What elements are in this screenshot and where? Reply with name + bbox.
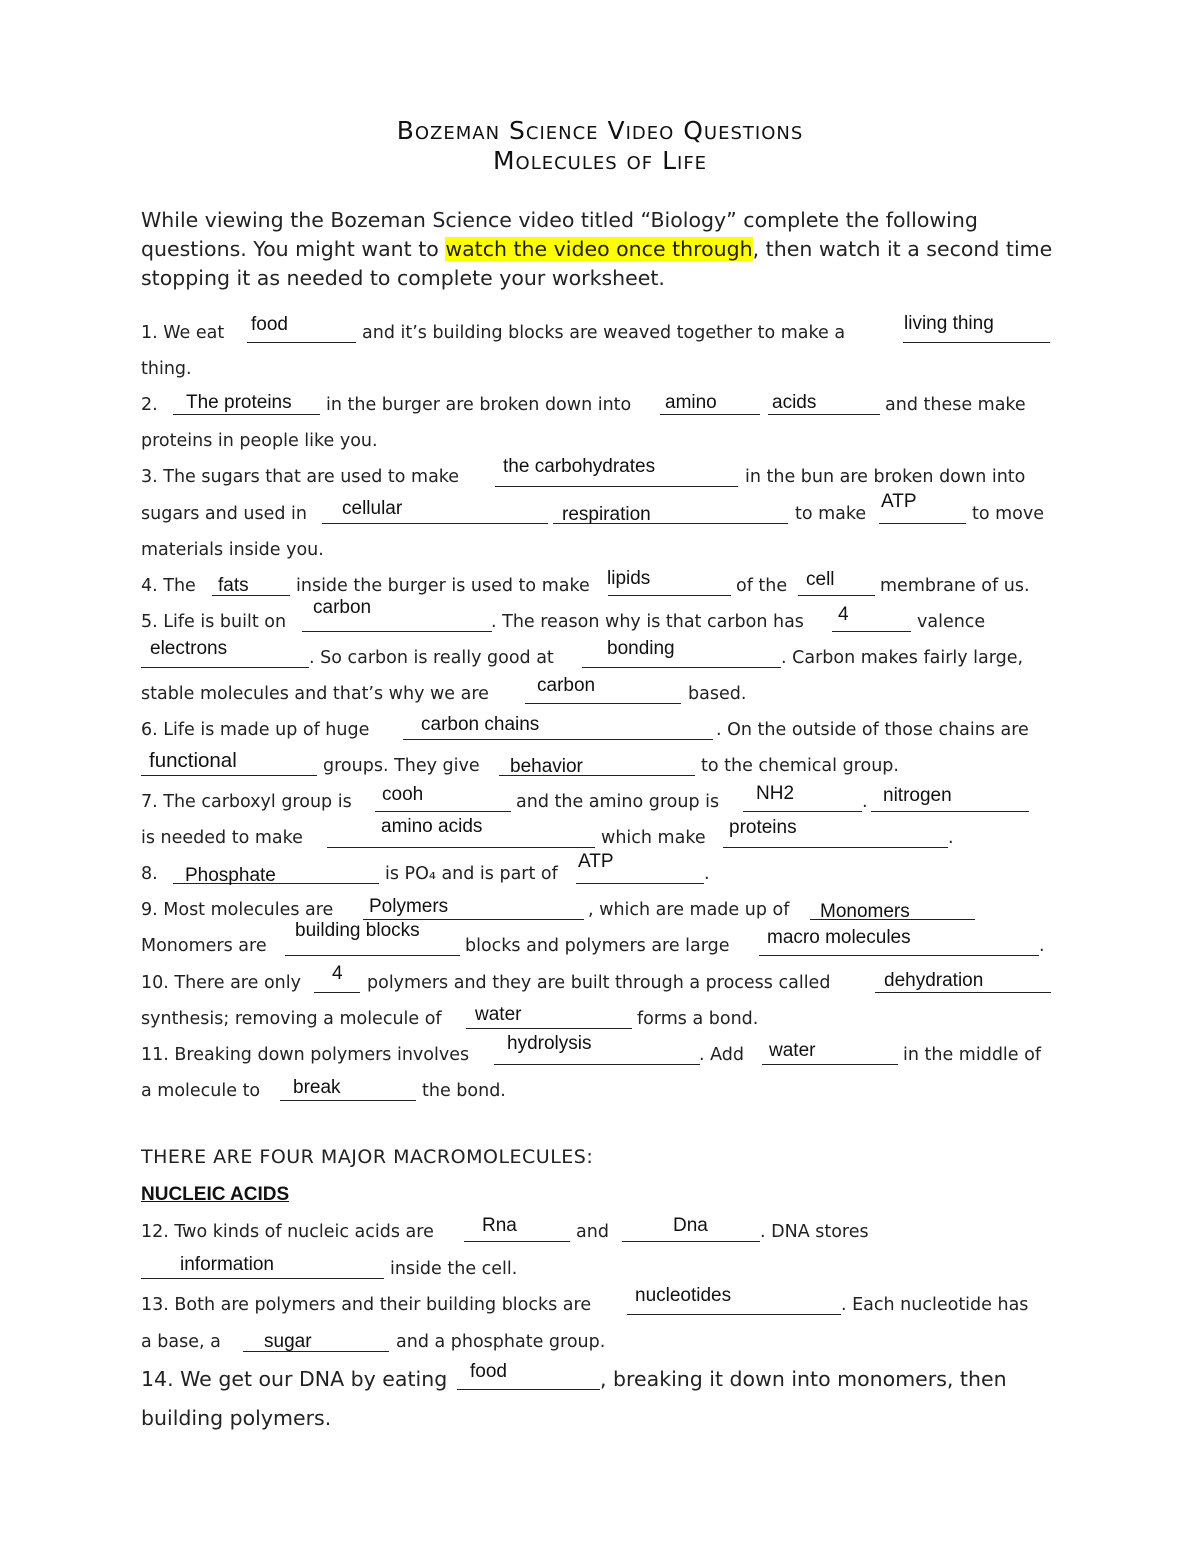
q6-text-d: to the chemical group. (701, 756, 899, 776)
q10-text-b: polymers and they are built through a process called (367, 973, 831, 993)
q2-blank-3[interactable] (768, 414, 880, 415)
q1-blank-2[interactable] (903, 342, 1050, 343)
q5-text-d: . So carbon is really good at (309, 648, 554, 668)
q2-text-c: and these make (885, 395, 1026, 415)
q11-text-b: . Add (699, 1045, 745, 1065)
q6-blank-1[interactable] (403, 739, 713, 740)
q5-answer-5: carbon (537, 675, 596, 696)
q3-blank-1[interactable] (495, 486, 738, 487)
q5-text-b: . The reason why is that carbon has (491, 612, 804, 632)
intro-highlight: watch the video once through (445, 237, 753, 261)
q7-answer-5: proteins (729, 817, 797, 838)
q5-blank-3[interactable] (141, 667, 309, 668)
q5-blank-2[interactable] (832, 631, 911, 632)
q1-answer-2: living thing (904, 313, 994, 334)
q5-answer-4: bonding (607, 638, 675, 659)
q11-blank-2[interactable] (762, 1064, 898, 1065)
q7-text-e: which make (601, 828, 706, 848)
q10-text-c: synthesis; removing a molecule of (141, 1009, 442, 1029)
intro-text-2: , then watch it a second time stopping it as needed to complete your worksheet. (141, 237, 1053, 290)
q3-text-d: to make (795, 504, 867, 524)
q5-blank-4[interactable] (582, 667, 781, 668)
q6-answer-2: functional (149, 749, 237, 772)
q2-text-b: in the burger are broken down into (326, 395, 632, 415)
q3-answer-4: ATP (881, 491, 917, 512)
q7-blank-5[interactable] (723, 847, 948, 848)
q11-text-d: a molecule to (141, 1081, 261, 1101)
q9-answer-2: Monomers (820, 901, 910, 922)
q3-answer-3: respiration (562, 504, 651, 525)
q3-text-e: to move (972, 504, 1045, 524)
q4-blank-2[interactable] (608, 595, 731, 596)
q14-text-c: building polymers. (141, 1406, 332, 1430)
q10-answer-2: dehydration (884, 970, 984, 991)
nucleic-acids-heading: NUCLEIC ACIDS (141, 1184, 290, 1205)
q11-text-a: 11. Breaking down polymers involves (141, 1045, 470, 1065)
q1-text-c: thing. (141, 359, 192, 379)
q9-answer-1: Polymers (369, 896, 449, 917)
section-heading: THERE ARE FOUR MAJOR MACROMOLECULES: (141, 1146, 594, 1168)
q8-answer-2: ATP (578, 851, 614, 872)
q10-blank-1[interactable] (314, 992, 360, 993)
q4-answer-1: fats (218, 575, 249, 596)
q12-text-c: . DNA stores (760, 1222, 869, 1242)
q7-text-f: . (948, 828, 954, 848)
q5-answer-3: electrons (150, 638, 228, 659)
worksheet-title: Bozeman Science Video Questions (396, 116, 804, 145)
q14-text-b: , breaking it down into monomers, then (600, 1367, 1007, 1391)
q5-answer-2: 4 (838, 604, 849, 625)
q2-text-a: 2. (141, 395, 158, 415)
q5-text-c: valence (917, 612, 986, 632)
q10-blank-2[interactable] (875, 992, 1051, 993)
q2-answer-1: The proteins (186, 392, 292, 413)
q7-answer-3: nitrogen (883, 785, 952, 806)
q1-blank-1[interactable] (247, 342, 356, 343)
q10-blank-3[interactable] (466, 1028, 632, 1029)
q9-text-c: Monomers are (141, 936, 267, 956)
q13-text-b: . Each nucleotide has (841, 1295, 1029, 1315)
q3-text-a: 3. The sugars that are used to make (141, 467, 460, 487)
q13-blank-1[interactable] (627, 1314, 841, 1315)
intro-paragraph (141, 206, 1061, 293)
q7-text-a: 7. The carboxyl group is (141, 792, 352, 812)
q3-text-b: in the bun are broken down into (745, 467, 1026, 487)
q9-answer-4: macro molecules (767, 927, 911, 948)
q14-answer-1: food (470, 1361, 507, 1382)
q7-blank-2[interactable] (743, 811, 862, 812)
q11-answer-3: break (293, 1077, 341, 1098)
q6-text-b: . On the outside of those chains are (716, 720, 1029, 740)
q10-text-a: 10. There are only (141, 973, 301, 993)
q9-text-b: , which are made up of (588, 900, 790, 920)
q4-blank-3[interactable] (798, 595, 875, 596)
q9-answer-3: building blocks (295, 920, 420, 941)
q12-blank-2[interactable] (622, 1241, 760, 1242)
q13-answer-1: nucleotides (635, 1285, 732, 1306)
q10-answer-3: water (475, 1004, 522, 1025)
q11-blank-1[interactable] (494, 1064, 700, 1065)
q3-answer-1: the carbohydrates (503, 456, 656, 477)
q12-answer-2: Dna (673, 1215, 708, 1236)
q6-answer-1: carbon chains (421, 714, 540, 735)
q8-text-b: is PO₄ and is part of (385, 864, 558, 884)
q2-blank-2[interactable] (660, 414, 760, 415)
q12-blank-3[interactable] (141, 1278, 384, 1279)
q12-text-d: inside the cell. (390, 1259, 518, 1279)
q9-blank-4[interactable] (759, 955, 1039, 956)
q14-blank-1[interactable] (457, 1389, 600, 1390)
q11-text-c: in the middle of (903, 1045, 1041, 1065)
q4-text-c: of the (736, 576, 788, 596)
q7-text-b: and the amino group is (516, 792, 720, 812)
q5-blank-5[interactable] (525, 703, 681, 704)
q12-text-b: and (576, 1222, 609, 1242)
q5-answer-1: carbon (313, 597, 372, 618)
q2-text-d: proteins in people like you. (141, 431, 378, 451)
q12-answer-3: information (180, 1254, 274, 1275)
q1-text-a: 1. We eat (141, 323, 225, 343)
q10-text-d: forms a bond. (637, 1009, 759, 1029)
q3-answer-2: cellular (342, 498, 403, 519)
q1-text-b: and it’s building blocks are weaved together to make a (362, 323, 846, 343)
q13-text-d: and a phosphate group. (396, 1332, 606, 1352)
q7-answer-1: cooh (382, 784, 424, 805)
q4-answer-3: cell (806, 569, 835, 590)
q13-text-c: a base, a (141, 1332, 221, 1352)
q8-text-c: . (704, 864, 710, 884)
q7-answer-2: NH2 (756, 783, 795, 804)
q9-blank-3[interactable] (285, 955, 460, 956)
q7-answer-4: amino acids (381, 816, 483, 837)
q11-text-e: the bond. (422, 1081, 506, 1101)
q4-text-d: membrane of us. (880, 576, 1030, 596)
q7-blank-1[interactable] (375, 811, 511, 812)
q7-blank-4[interactable] (327, 847, 595, 848)
q5-text-g: based. (688, 684, 747, 704)
q6-answer-3: behavior (510, 756, 583, 777)
q6-text-c: groups. They give (323, 756, 480, 776)
q8-text-a: 8. (141, 864, 158, 884)
q11-blank-3[interactable] (280, 1100, 416, 1101)
q13-text-a: 13. Both are polymers and their building blocks are (141, 1295, 592, 1315)
q9-text-a: 9. Most molecules are (141, 900, 334, 920)
q3-text-f: materials inside you. (141, 540, 324, 560)
q12-text-a: 12. Two kinds of nucleic acids are (141, 1222, 434, 1242)
q12-blank-1[interactable] (464, 1241, 570, 1242)
q3-blank-4[interactable] (879, 523, 966, 524)
q13-answer-2: sugar (264, 1331, 312, 1352)
q7-text-d: is needed to make (141, 828, 303, 848)
q8-blank-2[interactable] (576, 883, 704, 884)
q2-blank-1[interactable] (173, 414, 320, 415)
q10-answer-1: 4 (332, 963, 343, 984)
q6-blank-2[interactable] (141, 775, 317, 776)
q3-text-c: sugars and used in (141, 504, 308, 524)
q6-text-a: 6. Life is made up of huge (141, 720, 370, 740)
worksheet-subtitle: Molecules of Life (492, 146, 708, 175)
q5-text-e: . Carbon makes fairly large, (781, 648, 1024, 668)
q5-text-a: 5. Life is built on (141, 612, 287, 632)
q2-answer-3: acids (772, 392, 817, 413)
q9-text-d: blocks and polymers are large (465, 936, 730, 956)
q4-answer-2: lipids (607, 568, 651, 589)
q4-text-a: 4. The (141, 576, 196, 596)
q11-answer-1: hydrolysis (507, 1033, 592, 1054)
intro-text-1: While viewing the Bozeman Science video titled “Biology” complete the following questions. You might want to (141, 208, 978, 261)
q9-text-e: . (1039, 936, 1045, 956)
q12-answer-1: Rna (482, 1215, 517, 1236)
q3-blank-2[interactable] (322, 523, 548, 524)
q7-text-c: . (862, 792, 868, 812)
q5-blank-1[interactable] (302, 631, 492, 632)
q7-blank-3[interactable] (871, 811, 1029, 812)
q5-text-f: stable molecules and that’s why we are (141, 684, 489, 704)
q14-text-a: 14. We get our DNA by eating (141, 1367, 448, 1391)
q8-answer-1: Phosphate (185, 865, 276, 886)
q2-answer-2: amino (665, 392, 717, 413)
q1-answer-1: food (251, 314, 288, 335)
q11-answer-2: water (769, 1040, 816, 1061)
q4-text-b: inside the burger is used to make (296, 576, 590, 596)
